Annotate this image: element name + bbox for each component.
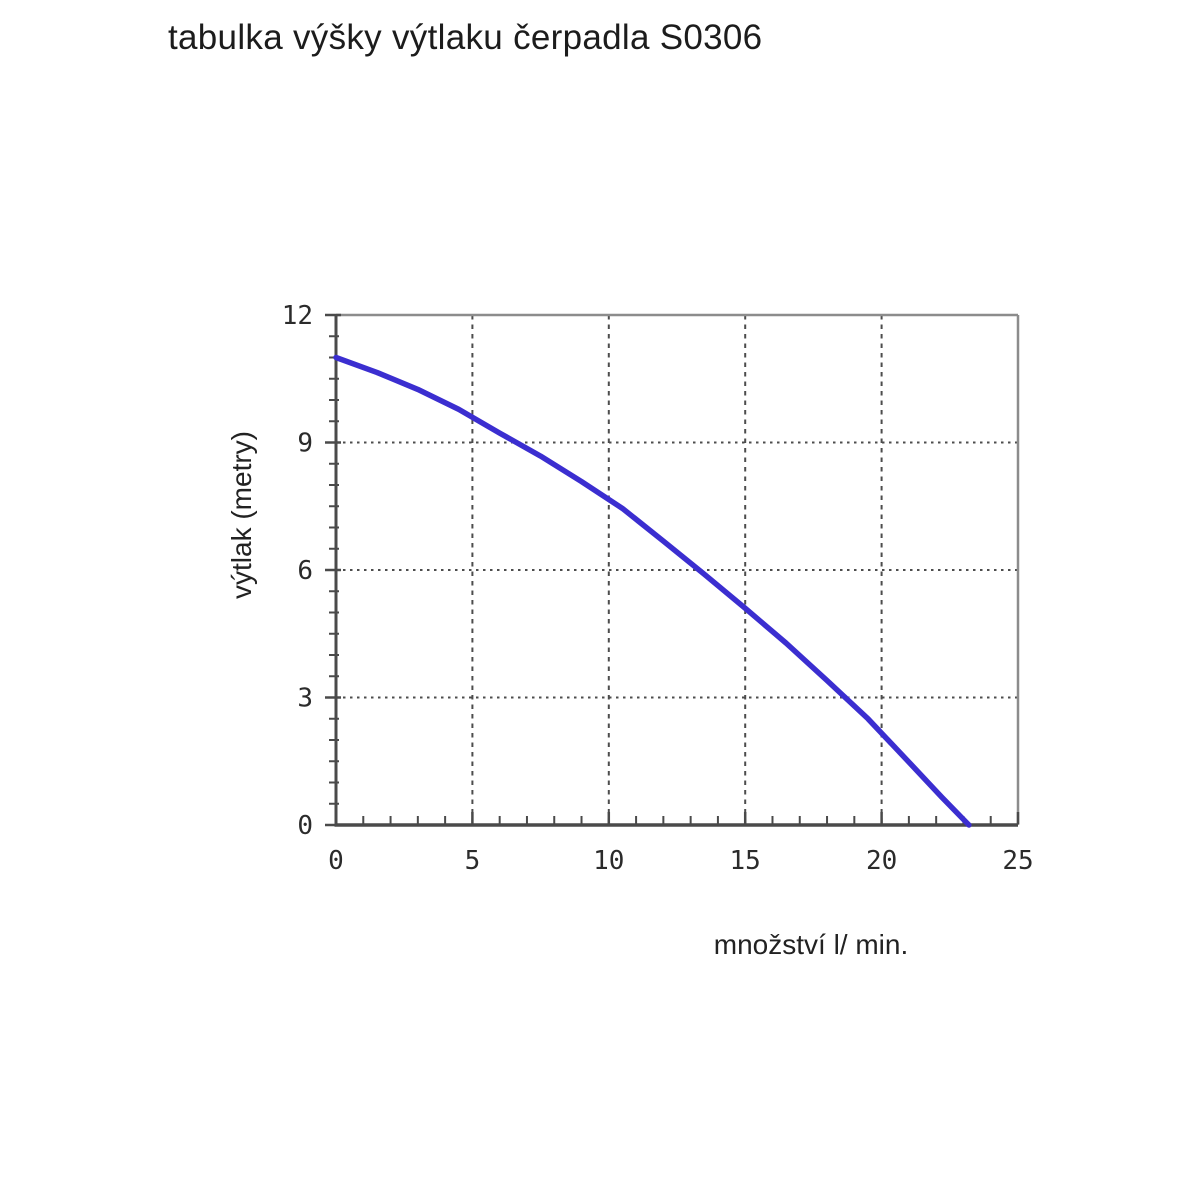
y-tick-label: 12 [281, 301, 313, 331]
y-tick-label: 3 [297, 683, 313, 714]
chart-title: tabulka výšky výtlaku čerpadla S0306 [168, 18, 763, 57]
x-tick-label: 5 [464, 846, 481, 876]
x-tick-label: 0 [328, 846, 344, 876]
pump-curve-series [336, 358, 969, 826]
x-tick-label: 10 [593, 846, 625, 876]
x-tick-label: 15 [729, 846, 761, 876]
y-tick-label: 6 [297, 556, 313, 586]
y-axis-label: výtlak (metry) [226, 431, 257, 599]
x-tick-label: 20 [865, 846, 898, 876]
y-tick-label: 9 [297, 428, 313, 459]
x-axis-label: množství l/ min. [713, 929, 909, 960]
y-tick-label: 0 [297, 811, 313, 841]
x-tick-label: 25 [1002, 846, 1034, 876]
